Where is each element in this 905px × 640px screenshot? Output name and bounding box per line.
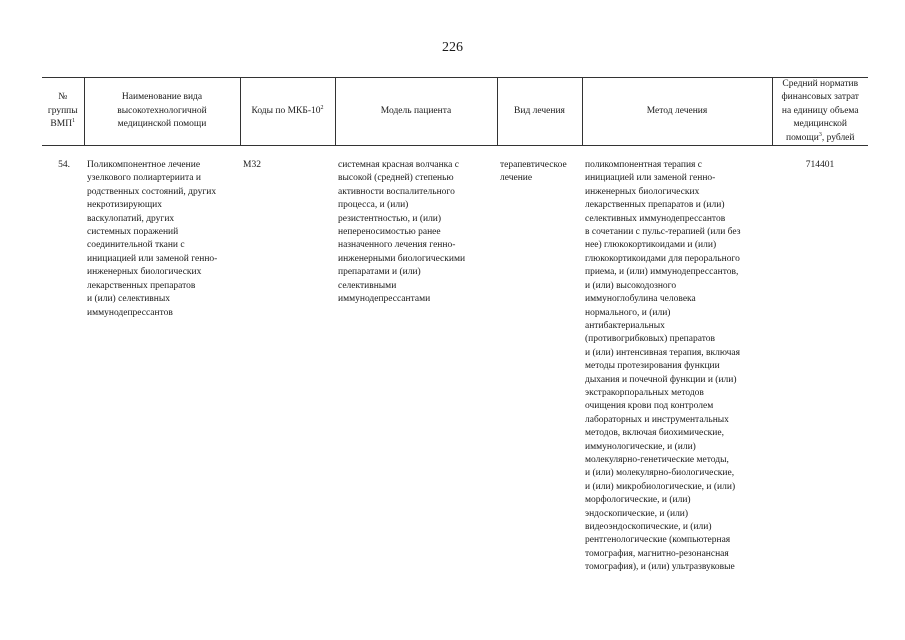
vmp-table [42,77,868,575]
header-model: Модель пациента [335,78,497,146]
table-row [42,146,868,575]
cell-group: 54. [58,160,70,171]
cell-codes: М32 [243,160,261,171]
header-codes: Коды по МКБ-$10^2$ [240,78,335,146]
header-type: Вид лечения [497,78,582,146]
cell-type: терапевтическое лечение [500,160,567,184]
cell-model: системная красная волчанка с высокой (средней) степенью активности воспалительного процесса, и (или) резистентностью, и (или) непереносимостью ранее назначенного лечения генно- инженерными биологическими препаратами и (или) селективными иммунодепрессантами [338,160,466,305]
header-row [42,78,868,146]
header-name: Наименование вида высокотехнологичной медицинской помощи [84,78,240,146]
header-group: № группы ВМП$^1$ [42,78,84,146]
cell-method: поликомпонентная терапия с инициацией или заменой генно- инженерных биологических лекарственных препаратов и (или) селективных иммунодепрессантов в сочетании с пульс-терапией (или без нее) глюкокортикоидами и (или) глюкокортикоидами для перорального приема, и (или) иммунодепрессантов, и (или) высокодозного иммуноглобулина человека нормального, и (или) антибактериальных (противогрибковых) препаратов и (или) интенсивная терапия, включая методы протезирования функции дыхания и почечной функции и (или) экстракорпоральных методов очищения крови под контролем лабораторных и инструментальных методов, включая биохимические, иммунологические, и (или) молекулярно-генетические методы, и (или) молекулярно-биологические, и (или) микробиологические, и (или) морфологические, и (или) эндоскопические, и (или) видеоэндоскопические, и (или) рентгенологические (компьютерная томография, магнитно-резонансная томография), и (или) ультразвуковые [585,160,741,573]
header-method: Метод лечения [582,78,772,146]
cell-name: Поликомпонентное лечение узелкового полиартериита и родственных состояний, других некротизирующих васкулопатий, других системных поражений соединительной ткани с инициацией или заменой генно- инженерных биологических лекарственных препаратов и (или) селективных иммунодепрессантов [87,160,218,318]
cell-cost: 714401 [805,160,835,171]
page-number: 226 [442,40,463,55]
header-cost: Средний норматив финансовых затрат на единицу объема медицинской помощи$^3$, рублей [772,78,868,146]
